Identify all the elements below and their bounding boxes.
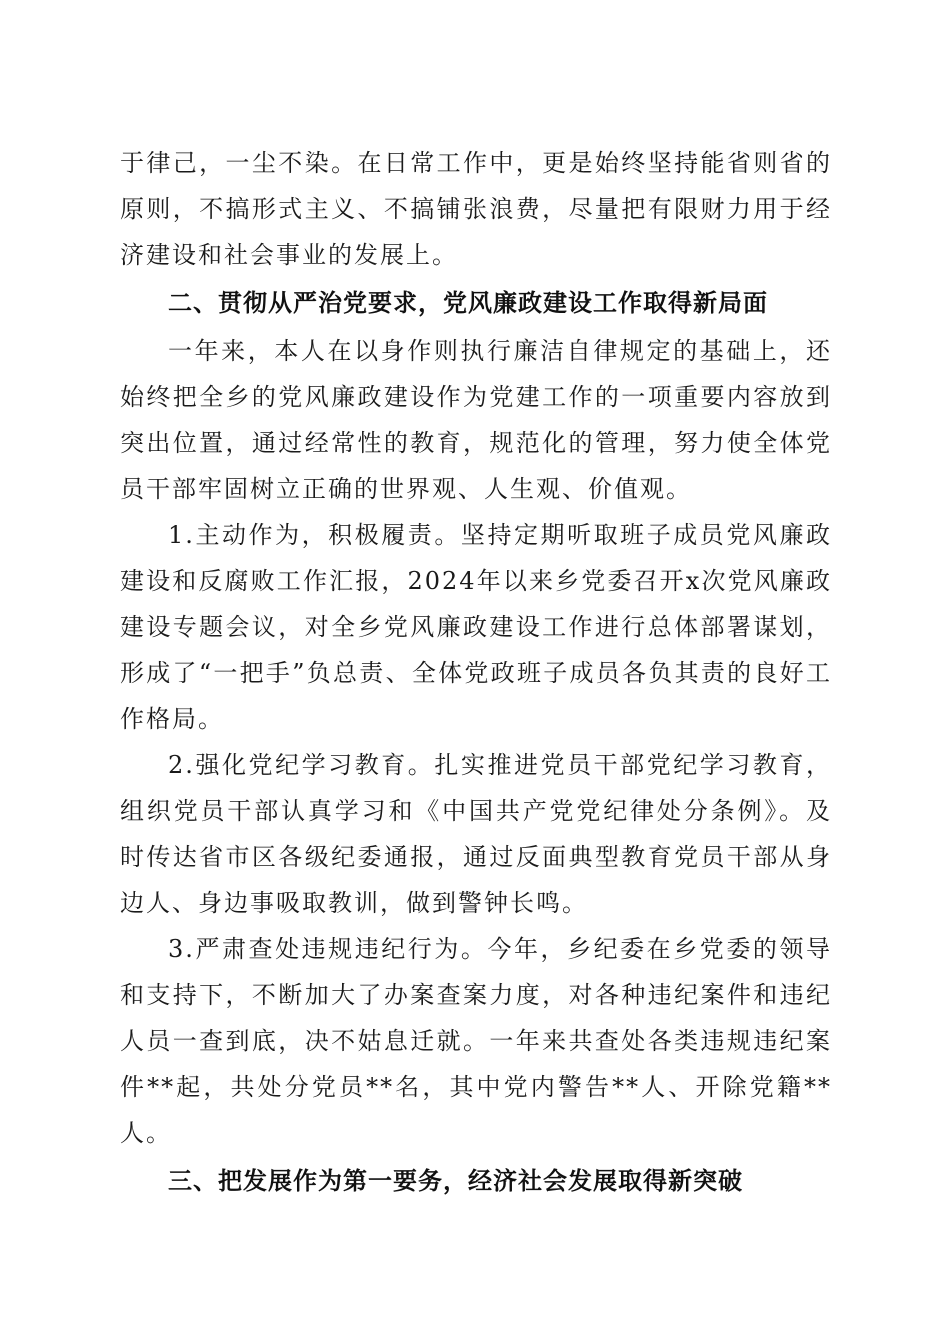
paragraph-item-2: 2.强化党纪学习教育。扎实推进党员干部党纪学习教育，组织党员干部认真学习和《中国共产党党纪律处分条例》。及时传达省市区各级纪委通报，通过反面典型教育党员干部从身边人、身边事吸取教训，做到警钟长鸣。 [120, 751, 832, 917]
paragraph-item-3: 3.严肃查处违规违纪行为。今年，乡纪委在乡党委的领导和支持下，不断加大了办案查案力度，对各种违纪案件和违纪人员一查到底，决不姑息迁就。一年来共查处各类违规违纪案件**起，共处分党员**名，其中党内警告**人、开除党籍**人。 [120, 935, 832, 1147]
paragraph-intro: 一年来，本人在以身作则执行廉洁自律规定的基础上，还始终把全乡的党风廉政建设作为党建工作的一项重要内容放到突出位置，通过经常性的教育，规范化的管理，努力使全体党员干部牢固树立正确的世界观、人生观、价值观。 [120, 337, 832, 503]
section-heading-2: 二、贯彻从严治党要求，党风廉政建设工作取得新局面 [168, 289, 768, 317]
section-heading-3: 三、把发展作为第一要务，经济社会发展取得新突破 [168, 1167, 743, 1195]
paragraph-continuation: 于律己，一尘不染。在日常工作中，更是始终坚持能省则省的原则，不搞形式主义、不搞铺张浪费，尽量把有限财力用于经济建设和社会事业的发展上。 [120, 149, 832, 269]
document-body [120, 140, 832, 1206]
paragraph-item-1: 1.主动作为，积极履责。坚持定期听取班子成员党风廉政建设和反腐败工作汇报，2024年以来乡党委召开x次党风廉政建设专题会议，对全乡党风廉政建设工作进行总体部署谋划，形成了“一把手”负总责、全体党政班子成员各负其责的良好工作格局。 [120, 521, 832, 733]
